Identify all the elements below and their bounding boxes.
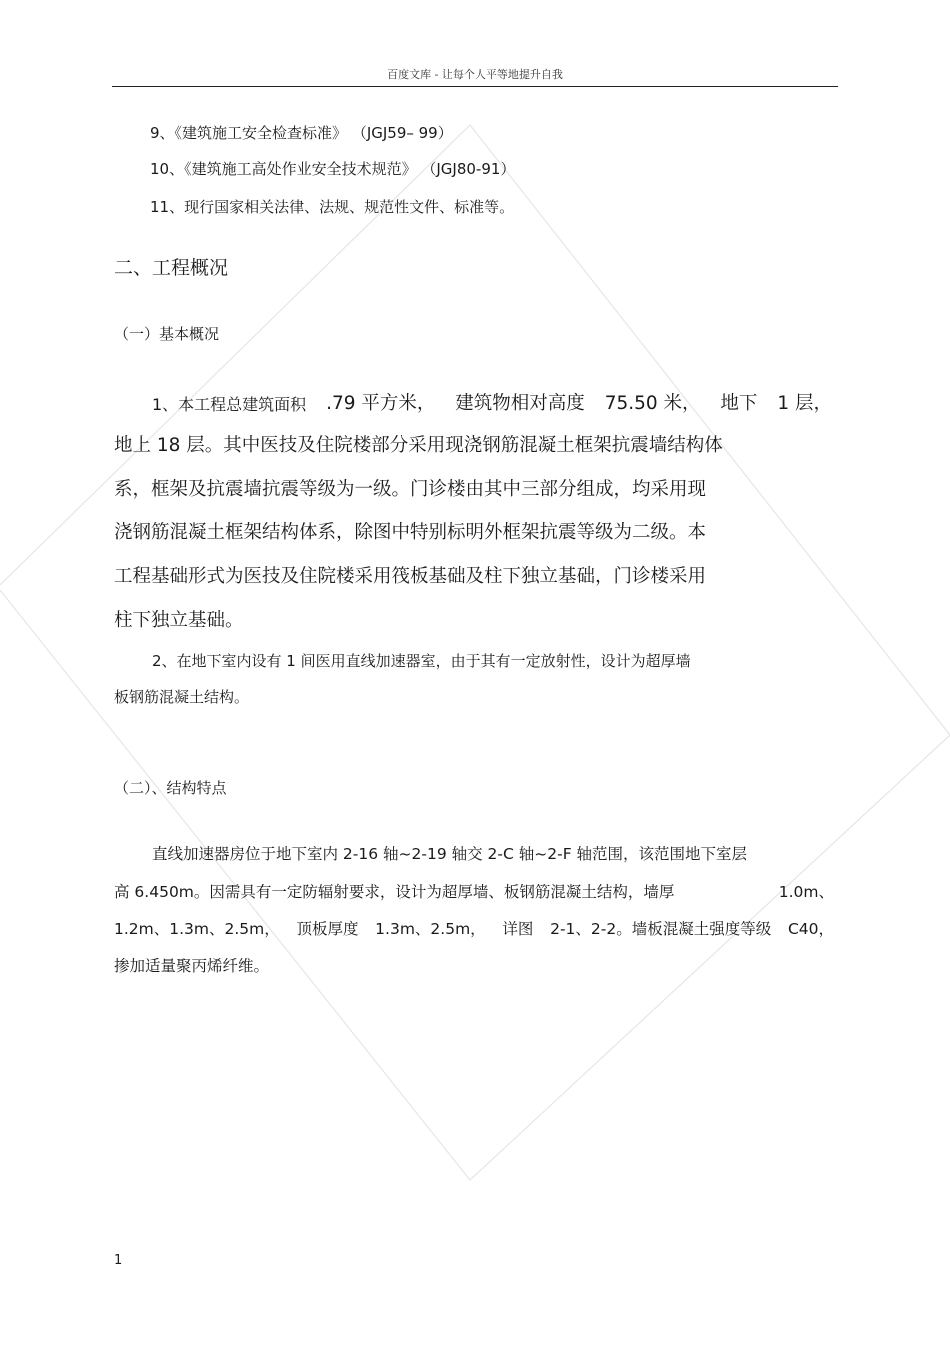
header-divider: [112, 86, 838, 87]
reference-item: 11、现行国家相关法律、法规、规范性文件、标准等。: [150, 198, 515, 216]
text-span: 1 层，: [777, 393, 832, 414]
reference-item: 9、《建筑施工安全检查标准》 （JGJ59– 99）: [150, 124, 453, 142]
paragraph-line: 2、在地下室内设有 1 间医用直线加速器室，由于其有一定放射性，设计为超厚墙: [152, 652, 691, 670]
section-heading: 二、工程概况: [114, 257, 229, 279]
text-span: 75.50 米，: [604, 393, 701, 414]
text-span: 1.3m、2.5m，: [375, 920, 486, 938]
text-span: 1.0m、: [778, 883, 834, 901]
subsection-heading: （一）基本概况: [114, 325, 220, 343]
paragraph-line: 工程基础形式为医技及住院楼采用筏板基础及柱下独立基础，门诊楼采用: [114, 566, 707, 587]
text-span: 顶板厚度: [296, 920, 359, 938]
page-number: 1: [114, 1253, 123, 1268]
paragraph-line: 板钢筋混凝土结构。: [114, 688, 250, 706]
text-span: 地下: [720, 393, 758, 414]
paragraph-line: 柱下独立基础。: [114, 610, 244, 631]
paragraph-line: 直线加速器房位于地下室内 2-16 轴~2-19 轴交 2-C 轴~2-F 轴范围，该范围地下室层: [152, 845, 748, 863]
text-span: .79 平方米，: [326, 393, 436, 414]
text-span: 高 6.450m。因需具有一定防辐射要求，设计为超厚墙、板钢筋混凝土结构，墙厚: [114, 883, 675, 901]
text-span: C40，: [787, 920, 834, 938]
text-span: 2-1、2-2。墙板混凝土强度等级: [550, 920, 772, 938]
text-span: 详图: [502, 920, 534, 938]
paragraph-line: 地上 18 层。其中医技及住院楼部分采用现浇钢筋混凝土框架抗震墙结构体: [114, 435, 723, 456]
paragraph-line: 系，框架及抗震墙抗震等级为一级。门诊楼由其中三部分组成，均采用现: [114, 479, 707, 500]
paragraph-line: [114, 880, 834, 902]
subsection-heading: （二）、结构特点: [114, 779, 227, 797]
text-span: 1、本工程总建筑面积: [152, 395, 307, 414]
paragraph-line: [152, 389, 832, 415]
reference-item: 10、《建筑施工高处作业安全技术规范》 （JGJ80-91）: [150, 160, 516, 178]
text-span: 1.2m、1.3m、2.5m，: [114, 920, 280, 938]
paragraph-line: [114, 917, 834, 939]
document-header: 百度文库 - 让每个人平等地提升自我: [387, 68, 563, 81]
text-span: 建筑物相对高度: [455, 393, 585, 414]
paragraph-line: 浇钢筋混凝土框架结构体系，除图中特别标明外框架抗震等级为二级。本: [114, 522, 707, 543]
paragraph-line: 掺加适量聚丙烯纤维。: [114, 957, 270, 975]
